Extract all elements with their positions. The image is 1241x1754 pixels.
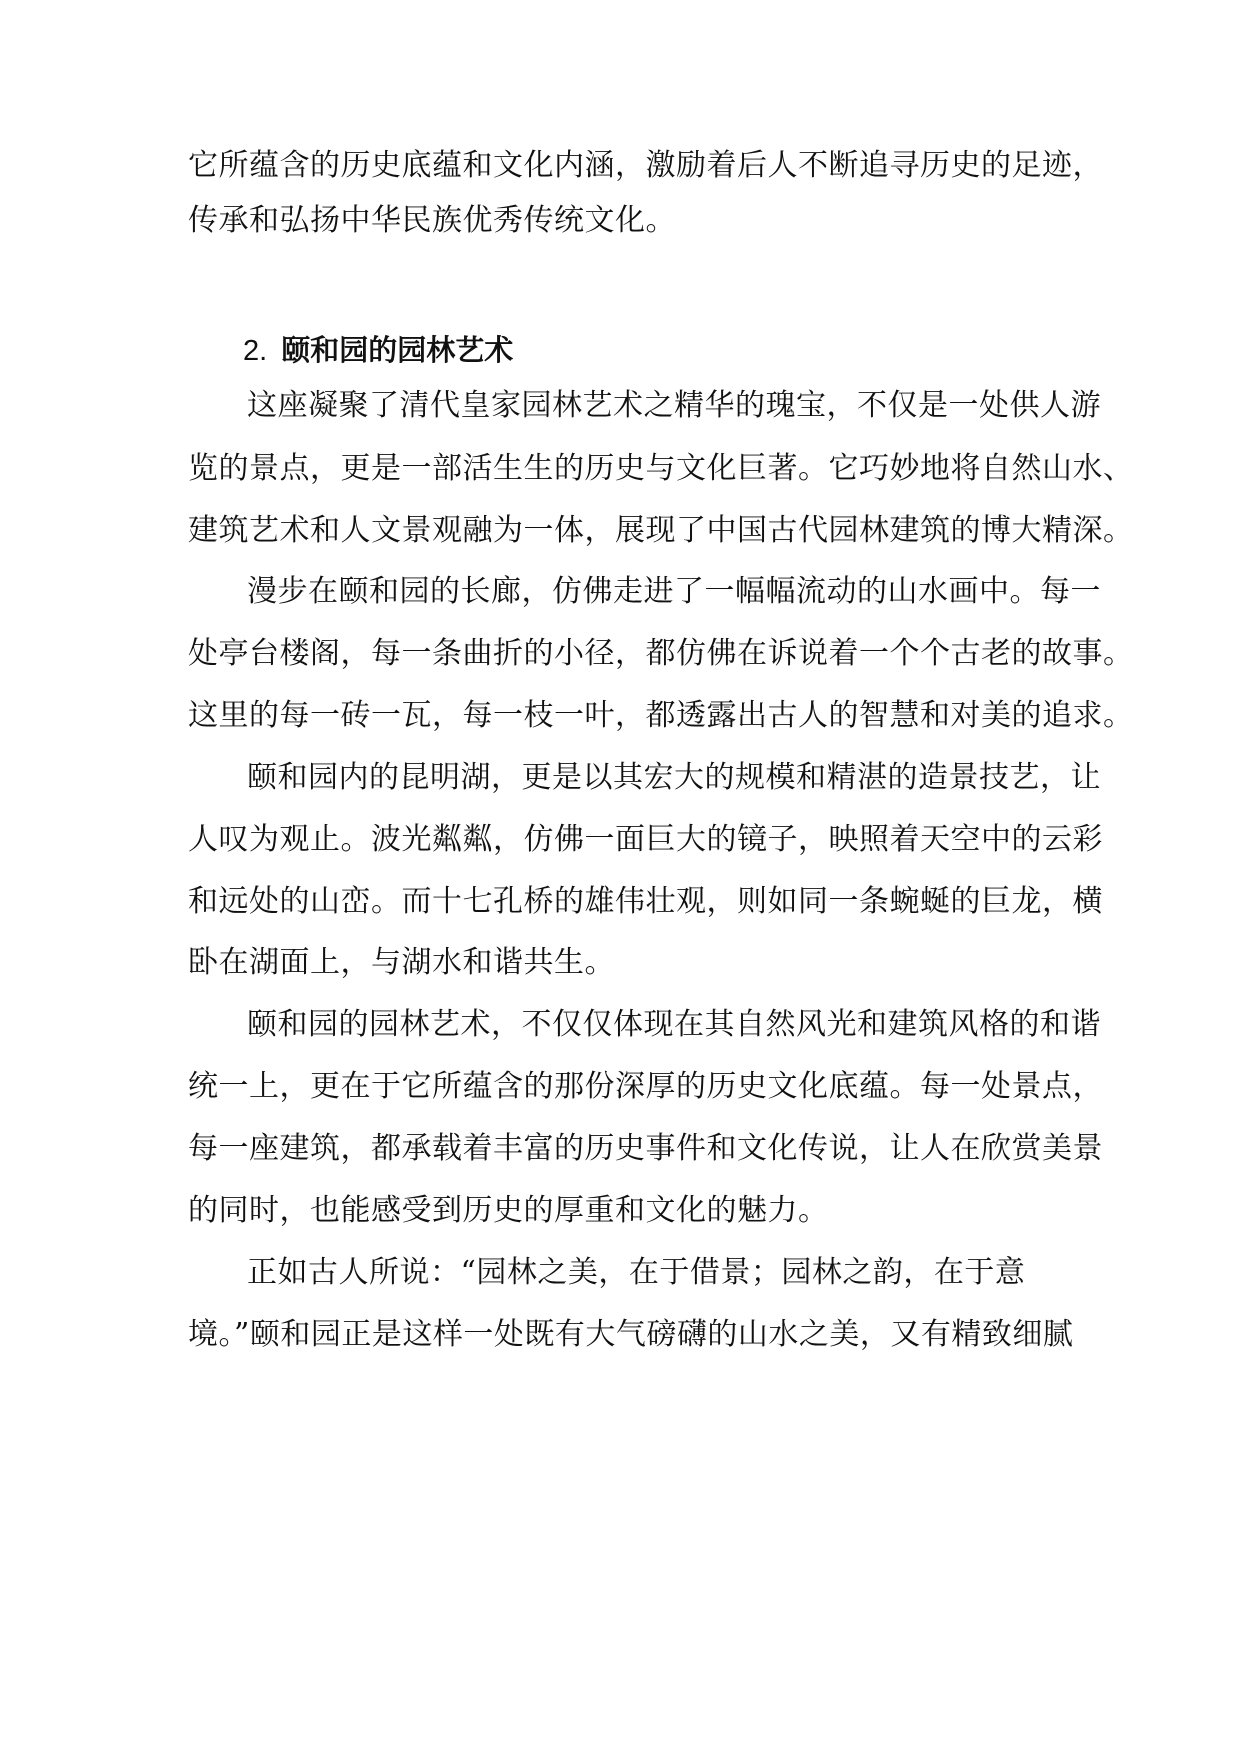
paragraph-1-line-2: 览的景点，更是一部活生生的历史与文化巨著。它巧妙地将自然山水、 xyxy=(188,451,1134,486)
intro-line-2: 传承和弘扬中华民族优秀传统文化。 xyxy=(188,203,676,238)
paragraph-3-line-3: 和远处的山峦。而十七孔桥的雄伟壮观，则如同一条蜿蜒的巨龙，横 xyxy=(188,884,1103,919)
paragraph-5-line-1: 正如古人所说：“园林之美，在于借景；园林之韵，在于意 xyxy=(247,1255,1026,1290)
section-number: 2. xyxy=(243,335,268,367)
paragraph-4-line-1: 颐和园的园林艺术，不仅仅体现在其自然风光和建筑风格的和谐 xyxy=(247,1007,1101,1042)
paragraph-5-line-2: 境。”颐和园正是这样一处既有大气磅礴的山水之美，又有精致细腻 xyxy=(188,1317,1074,1352)
paragraph-2-line-2: 处亭台楼阁，每一条曲折的小径，都仿佛在诉说着一个个古老的故事。 xyxy=(188,636,1134,671)
paragraph-1-line-1: 这座凝聚了清代皇家园林艺术之精华的瑰宝，不仅是一处供人游 xyxy=(247,388,1101,423)
paragraph-3-line-2: 人叹为观止。波光粼粼，仿佛一面巨大的镜子，映照着天空中的云彩 xyxy=(188,822,1103,857)
intro-line-1: 它所蕴含的历史底蕴和文化内涵，激励着后人不断追寻历史的足迹， xyxy=(188,148,1103,183)
paragraph-1-line-3: 建筑艺术和人文景观融为一体，展现了中国古代园林建筑的博大精深。 xyxy=(188,513,1134,548)
paragraph-3-line-4: 卧在湖面上，与湖水和谐共生。 xyxy=(188,945,615,980)
paragraph-4-line-3: 每一座建筑，都承载着丰富的历史事件和文化传说，让人在欣赏美景 xyxy=(188,1131,1103,1166)
section-title: 颐和园的园林艺术 xyxy=(281,333,514,367)
paragraph-3-line-1: 颐和园内的昆明湖，更是以其宏大的规模和精湛的造景技艺，让 xyxy=(247,760,1101,795)
paragraph-4-line-4: 的同时，也能感受到历史的厚重和文化的魅力。 xyxy=(188,1193,829,1228)
paragraph-2-line-1: 漫步在颐和园的长廊，仿佛走进了一幅幅流动的山水画中。每一 xyxy=(247,574,1101,609)
section-heading xyxy=(243,330,513,371)
paragraph-4-line-2: 统一上，更在于它所蕴含的那份深厚的历史文化底蕴。每一处景点， xyxy=(188,1069,1103,1104)
paragraph-2-line-3: 这里的每一砖一瓦，每一枝一叶，都透露出古人的智慧和对美的追求。 xyxy=(188,698,1134,733)
